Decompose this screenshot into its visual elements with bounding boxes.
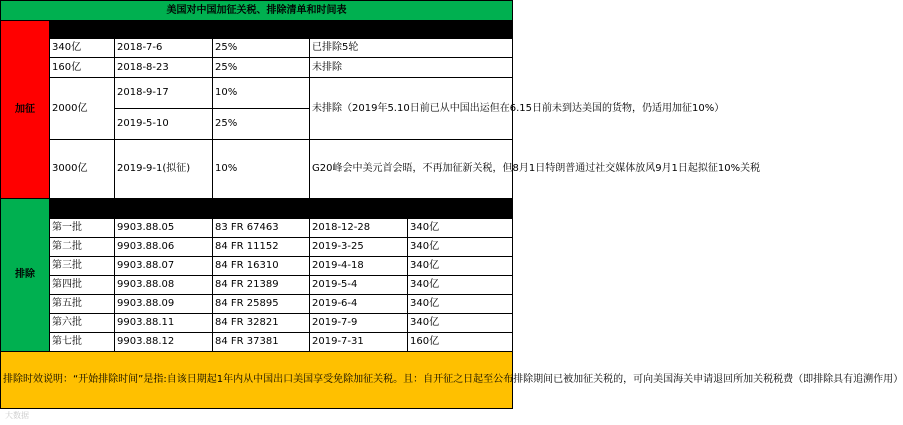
excl-fr: 84 FR 11152 bbox=[213, 238, 310, 257]
excl-fr: 84 FR 21389 bbox=[213, 276, 310, 295]
levy-list: 160亿 bbox=[50, 58, 115, 78]
levy-list: 340亿 bbox=[50, 39, 115, 58]
levy-rate: 25% bbox=[213, 39, 310, 58]
excl-round: 第六批 bbox=[50, 314, 115, 333]
levy-col-rate: 加征税率 bbox=[213, 21, 310, 39]
levy-col-start: 开始加征时间 bbox=[115, 21, 213, 39]
levy-note: G20峰会中美元首会晤，不再加征新关税，但8月1日特朗普通过社交媒体放风9月1日起拟征10%关税 bbox=[310, 140, 513, 199]
levy-col-list: 加征清单 bbox=[50, 21, 115, 39]
excl-list: 340亿 bbox=[408, 219, 513, 238]
levy-section-label: 加征 bbox=[1, 21, 50, 199]
excl-start: 2019-3-25 bbox=[310, 238, 408, 257]
excl-col-list: 所属加征清单 bbox=[408, 199, 513, 219]
levy-rate: 25% bbox=[213, 58, 310, 78]
levy-start: 2019-9-1(拟征) bbox=[115, 140, 213, 199]
excl-fr: 84 FR 32821 bbox=[213, 314, 310, 333]
excl-hts: 9903.88.08 bbox=[115, 276, 213, 295]
excl-col-hts: HTS角注编号 bbox=[115, 199, 213, 219]
excl-round: 第五批 bbox=[50, 295, 115, 314]
levy-list: 3000亿 bbox=[50, 140, 115, 199]
title-row bbox=[1, 1, 513, 21]
excl-col-fr: 联邦公报编号 bbox=[213, 199, 310, 219]
levy-row bbox=[1, 58, 513, 78]
excl-hts: 9903.88.05 bbox=[115, 219, 213, 238]
sheet-title: 美国对中国加征关税、排除清单和时间表 bbox=[1, 1, 513, 21]
excl-start: 2019-6-4 bbox=[310, 295, 408, 314]
levy-list: 2000亿 bbox=[50, 78, 115, 140]
excl-round: 第三批 bbox=[50, 257, 115, 276]
excl-list: 340亿 bbox=[408, 238, 513, 257]
excl-list: 340亿 bbox=[408, 295, 513, 314]
excl-hts: 9903.88.06 bbox=[115, 238, 213, 257]
excl-col-round: 排除轮次 bbox=[50, 199, 115, 219]
levy-note: 未排除（2019年5.10日前已从中国出运但在6.15日前未到达美国的货物，仍适用加征10%） bbox=[310, 78, 513, 140]
footnote-row bbox=[1, 352, 513, 409]
levy-note: 未排除 bbox=[310, 58, 513, 78]
excl-hts: 9903.88.07 bbox=[115, 257, 213, 276]
levy-start: 2018-9-17 bbox=[115, 78, 213, 109]
excl-start: 2019-5-4 bbox=[310, 276, 408, 295]
excl-hts: 9903.88.11 bbox=[115, 314, 213, 333]
excl-list: 340亿 bbox=[408, 276, 513, 295]
exclusion-row bbox=[1, 333, 513, 352]
levy-rate: 25% bbox=[213, 109, 310, 140]
exclusion-header-row bbox=[1, 199, 513, 219]
levy-start: 2018-7-6 bbox=[115, 39, 213, 58]
excl-fr: 84 FR 16310 bbox=[213, 257, 310, 276]
excl-list: 340亿 bbox=[408, 257, 513, 276]
excl-list: 160亿 bbox=[408, 333, 513, 352]
excl-round: 第一批 bbox=[50, 219, 115, 238]
exclusion-section-label: 排除 bbox=[1, 199, 50, 352]
excl-col-start: 开始排除时间 bbox=[310, 199, 408, 219]
excl-round: 第四批 bbox=[50, 276, 115, 295]
exclusion-footnote: 排除时效说明：“开始排除时间”是指:自该日期起1年内从中国出口美国享受免除加征关税。且：自开征之日起至公布排除期间已被加征关税的，可向美国海关申请退回所加关税税费（即排除具有追溯作用） bbox=[1, 352, 513, 409]
exclusion-row bbox=[1, 295, 513, 314]
excl-fr: 84 FR 25895 bbox=[213, 295, 310, 314]
levy-start: 2019-5-10 bbox=[115, 109, 213, 140]
exclusion-row bbox=[1, 276, 513, 295]
levy-row bbox=[1, 78, 513, 109]
levy-start: 2018-8-23 bbox=[115, 58, 213, 78]
excl-list: 340亿 bbox=[408, 314, 513, 333]
excl-start: 2019-7-9 bbox=[310, 314, 408, 333]
watermark: 大数据 bbox=[5, 411, 29, 420]
levy-header-row bbox=[1, 21, 513, 39]
exclusion-row bbox=[1, 257, 513, 276]
excl-fr: 84 FR 37381 bbox=[213, 333, 310, 352]
levy-rate: 10% bbox=[213, 78, 310, 109]
exclusion-row bbox=[1, 219, 513, 238]
excl-start: 2019-7-31 bbox=[310, 333, 408, 352]
exclusion-row bbox=[1, 238, 513, 257]
excl-hts: 9903.88.12 bbox=[115, 333, 213, 352]
excl-round: 第二批 bbox=[50, 238, 115, 257]
excl-hts: 9903.88.09 bbox=[115, 295, 213, 314]
levy-note: 已排除5轮 bbox=[310, 39, 513, 58]
excl-start: 2018-12-28 bbox=[310, 219, 408, 238]
excl-start: 2019-4-18 bbox=[310, 257, 408, 276]
excl-fr: 83 FR 67463 bbox=[213, 219, 310, 238]
levy-col-note: 备注 bbox=[310, 21, 513, 39]
levy-row bbox=[1, 39, 513, 58]
levy-row bbox=[1, 140, 513, 199]
excl-round: 第七批 bbox=[50, 333, 115, 352]
levy-rate: 10% bbox=[213, 140, 310, 199]
exclusion-row bbox=[1, 314, 513, 333]
